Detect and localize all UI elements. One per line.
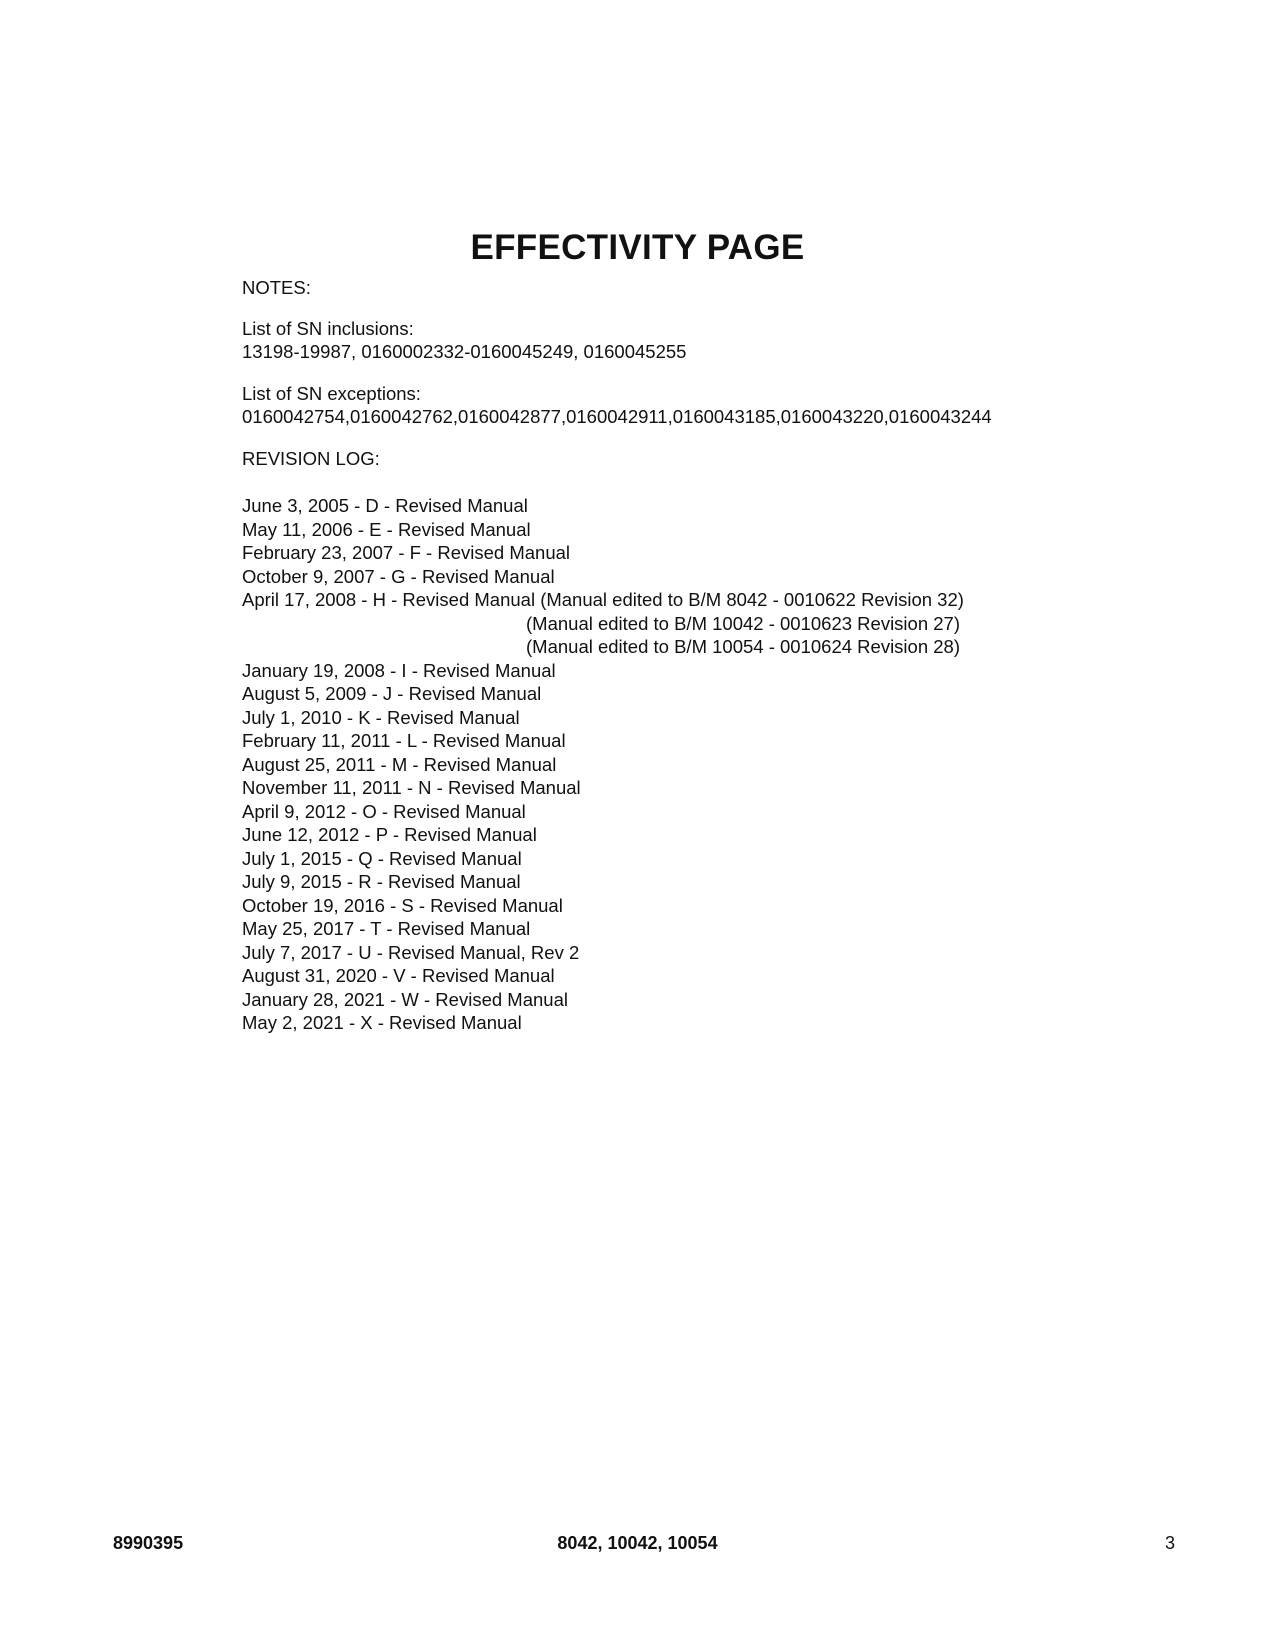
revision-entry: May 25, 2017 - T - Revised Manual <box>242 918 531 939</box>
notes-label: NOTES: <box>242 277 311 298</box>
revision-entry: July 7, 2017 - U - Revised Manual, Rev 2 <box>242 941 580 963</box>
revision-entry: July 9, 2015 - R - Revised Manual <box>242 871 521 892</box>
revision-entry: November 11, 2011 - N - Revised Manual <box>242 777 581 798</box>
revision-entry-note: (Manual edited to B/M 10054 - 0010624 Revision 28) <box>526 636 960 657</box>
revision-entry: February 11, 2011 - L - Revised Manual <box>242 730 566 751</box>
revision-entry: January 28, 2021 - W - Revised Manual <box>242 988 568 1010</box>
revision-entry: February 23, 2007 - F - Revised Manual <box>242 542 571 563</box>
document-body <box>242 276 1242 1035</box>
revision-entry: August 31, 2020 - V - Revised Manual <box>242 965 555 986</box>
revision-entry: June 3, 2005 - D - Revised Manual <box>242 495 528 516</box>
revision-entry: July 1, 2010 - K - Revised Manual <box>242 706 520 728</box>
revision-entry: April 9, 2012 - O - Revised Manual <box>242 800 526 822</box>
footer-page-number: 3 <box>1164 1533 1175 1553</box>
revision-entry: January 19, 2008 - I - Revised Manual <box>242 659 556 681</box>
exceptions-label: List of SN exceptions: <box>242 382 421 404</box>
revision-log-list <box>242 494 1242 1035</box>
revision-entry: October 19, 2016 - S - Revised Manual <box>242 894 563 916</box>
revision-entry-note: (Manual edited to B/M 10042 - 0010623 Revision 27) <box>526 612 960 634</box>
footer-document-number: 8990395 <box>113 1533 184 1553</box>
revision-entry: July 1, 2015 - Q - Revised Manual <box>242 847 522 869</box>
inclusions-list: 13198-19987, 0160002332-0160045249, 0160045255 <box>242 341 687 362</box>
revision-entry: October 9, 2007 - G - Revised Manual <box>242 565 555 587</box>
revision-entry: August 5, 2009 - J - Revised Manual <box>242 683 542 704</box>
revision-entry: May 2, 2021 - X - Revised Manual <box>242 1012 522 1033</box>
exceptions-list: 0160042754,0160042762,0160042877,0160042911,0160043185,0160043220,0160043244 <box>242 406 992 427</box>
revision-log-label: REVISION LOG: <box>242 447 380 469</box>
revision-entry: June 12, 2012 - P - Revised Manual <box>242 824 537 845</box>
revision-entry: April 17, 2008 - H - Revised Manual (Manual edited to B/M 8042 - 0010622 Revision 32) <box>242 589 964 610</box>
revision-entry: May 11, 2006 - E - Revised Manual <box>242 518 531 540</box>
page-title: EFFECTIVITY PAGE <box>470 228 805 267</box>
inclusions-label: List of SN inclusions: <box>242 317 414 339</box>
revision-entry: August 25, 2011 - M - Revised Manual <box>242 753 557 775</box>
footer-model-numbers: 8042, 10042, 10054 <box>557 1533 718 1553</box>
